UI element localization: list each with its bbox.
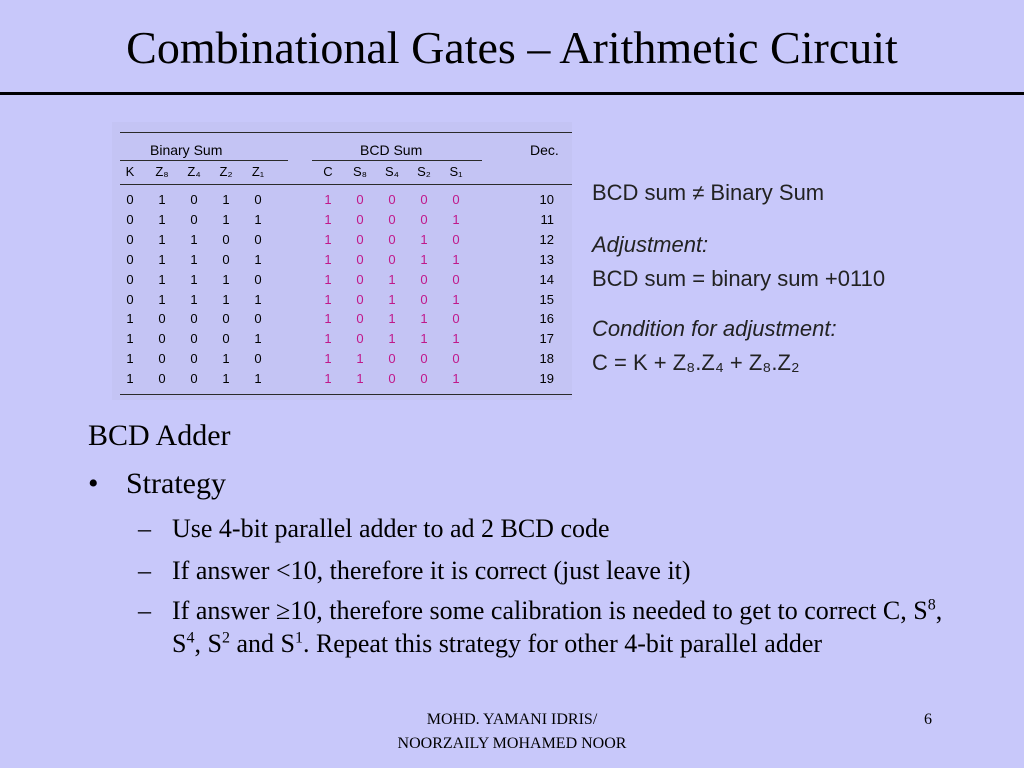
binary-column-header: Z₄ — [187, 164, 201, 179]
footer-line-2: NOORZAILY MOHAMED NOOR — [397, 735, 627, 752]
binary-cell: 1 — [222, 212, 230, 227]
bcd-cell: 1 — [388, 292, 396, 307]
bcd-cell: 0 — [388, 371, 396, 386]
binary-cell: 0 — [126, 292, 134, 307]
page-number: 6 — [924, 711, 932, 728]
bcd-cell: 1 — [452, 212, 460, 227]
binary-cell: 1 — [254, 292, 262, 307]
binary-cell: 1 — [158, 192, 166, 207]
bcd-cell: 1 — [324, 371, 332, 386]
table-top-rule — [120, 132, 572, 133]
binary-cell: 0 — [254, 272, 262, 287]
binary-cell: 1 — [254, 331, 262, 346]
binary-cell: 1 — [158, 292, 166, 307]
binary-cell: 1 — [126, 351, 134, 366]
bcd-cell: 0 — [356, 252, 364, 267]
binary-cell: 0 — [222, 311, 230, 326]
sup-4: 4 — [186, 629, 195, 647]
binary-cell: 1 — [222, 351, 230, 366]
binary-sum-header: Binary Sum — [150, 142, 223, 158]
bcd-cell: 1 — [324, 252, 332, 267]
binary-cell: 0 — [190, 351, 198, 366]
bcd-cell: 1 — [356, 371, 364, 386]
bcd-cell: 0 — [388, 351, 396, 366]
section-heading: BCD Adder — [88, 419, 231, 452]
truth-table — [112, 122, 572, 400]
dec-cell: 17 — [539, 331, 554, 346]
binary-cell: 0 — [254, 351, 262, 366]
binary-cell: 1 — [190, 232, 198, 247]
binary-group-rule — [120, 160, 288, 161]
binary-cell: 1 — [158, 272, 166, 287]
bcd-cell: 0 — [356, 232, 364, 247]
bcd-cell: 0 — [356, 272, 364, 287]
dec-cell: 15 — [539, 292, 554, 307]
binary-cell: 1 — [222, 192, 230, 207]
dec-cell: 10 — [539, 192, 554, 207]
dec-cell: 13 — [539, 252, 554, 267]
bcd-cell: 0 — [420, 212, 428, 227]
bcd-cell: 0 — [452, 192, 460, 207]
sub3-sep1: , S — [172, 596, 943, 658]
sub3-sep2: , S — [194, 629, 222, 658]
binary-column-header: Z₁ — [251, 164, 265, 179]
binary-cell: 0 — [126, 192, 134, 207]
bcd-cell: 0 — [356, 192, 364, 207]
binary-cell: 0 — [126, 212, 134, 227]
bcd-cell: 0 — [420, 192, 428, 207]
binary-cell: 1 — [222, 292, 230, 307]
sup-2: 2 — [221, 629, 230, 647]
footer-line-1: MOHD. YAMANI IDRIS/ — [426, 711, 598, 728]
binary-cell: 0 — [254, 192, 262, 207]
sub-bullet-text — [172, 594, 972, 660]
bcd-column-header: S₄ — [385, 164, 399, 179]
binary-cell: 1 — [254, 371, 262, 386]
table-bottom-rule — [120, 394, 572, 395]
footer-authors — [362, 708, 662, 756]
dec-cell: 14 — [539, 272, 554, 287]
binary-cell: 0 — [158, 351, 166, 366]
bcd-cell: 0 — [388, 192, 396, 207]
bcd-group-rule — [312, 160, 482, 161]
binary-cell: 0 — [254, 311, 262, 326]
dec-cell: 16 — [539, 311, 554, 326]
bcd-cell: 1 — [324, 331, 332, 346]
binary-cell: 0 — [190, 212, 198, 227]
adjustment-rule: BCD sum = binary sum +0110 — [592, 266, 886, 291]
adjustment-label: Adjustment: — [592, 232, 709, 257]
sub3-part1: If answer ≥10, therefore some calibration is needed to get to correct C, S — [172, 596, 928, 625]
bcd-cell: 1 — [420, 252, 428, 267]
dash-marker: – — [138, 556, 151, 585]
dec-cell: 12 — [539, 232, 554, 247]
binary-cell: 1 — [158, 232, 166, 247]
dec-cell: 19 — [539, 371, 554, 386]
binary-cell: 0 — [158, 371, 166, 386]
bcd-column-header: S₂ — [417, 164, 431, 179]
bcd-cell: 0 — [356, 212, 364, 227]
binary-cell: 0 — [126, 252, 134, 267]
binary-cell: 1 — [222, 371, 230, 386]
bcd-cell: 0 — [420, 351, 428, 366]
bcd-cell: 1 — [324, 192, 332, 207]
bcd-cell: 0 — [452, 272, 460, 287]
condition-formula: C = K + Z₈.Z₄ + Z₈.Z₂ — [592, 350, 800, 375]
bcd-cell: 0 — [420, 292, 428, 307]
binary-cell: 1 — [158, 252, 166, 267]
bcd-cell: 1 — [324, 351, 332, 366]
bcd-cell: 1 — [356, 351, 364, 366]
sup-8: 8 — [927, 596, 936, 614]
bcd-cell: 1 — [452, 292, 460, 307]
bcd-cell: 0 — [452, 232, 460, 247]
binary-cell: 0 — [254, 232, 262, 247]
binary-cell: 1 — [190, 292, 198, 307]
binary-cell: 1 — [254, 252, 262, 267]
bcd-column-header: C — [323, 164, 333, 179]
title-divider — [0, 92, 1024, 95]
bcd-cell: 1 — [324, 311, 332, 326]
binary-column-header: Z₂ — [219, 164, 233, 179]
inequality-note: BCD sum ≠ Binary Sum — [592, 180, 825, 205]
sub-bullet-text: Use 4-bit parallel adder to ad 2 BCD code — [172, 514, 610, 543]
binary-cell: 0 — [190, 331, 198, 346]
binary-cell: 0 — [158, 311, 166, 326]
bcd-cell: 0 — [356, 331, 364, 346]
sup-1: 1 — [294, 629, 303, 647]
binary-cell: 0 — [190, 192, 198, 207]
bcd-cell: 1 — [324, 212, 332, 227]
bullet-text: Strategy — [126, 467, 226, 500]
binary-cell: 0 — [126, 232, 134, 247]
bcd-cell: 0 — [388, 252, 396, 267]
bcd-cell: 0 — [452, 351, 460, 366]
bcd-cell: 1 — [452, 371, 460, 386]
binary-cell: 0 — [126, 272, 134, 287]
bcd-cell: 0 — [420, 371, 428, 386]
binary-cell: 1 — [126, 371, 134, 386]
binary-cell: 0 — [222, 331, 230, 346]
binary-cell: 1 — [190, 272, 198, 287]
binary-cell: 1 — [254, 212, 262, 227]
dec-cell: 11 — [540, 212, 554, 227]
bcd-cell: 1 — [420, 232, 428, 247]
binary-cell: 0 — [222, 252, 230, 267]
binary-cell: 1 — [126, 311, 134, 326]
bcd-cell: 1 — [452, 331, 460, 346]
bcd-cell: 0 — [388, 232, 396, 247]
bcd-cell: 1 — [388, 331, 396, 346]
bcd-cell: 1 — [324, 272, 332, 287]
bcd-cell: 1 — [324, 292, 332, 307]
bcd-cell: 1 — [420, 331, 428, 346]
bcd-cell: 1 — [452, 252, 460, 267]
bcd-cell: 0 — [356, 311, 364, 326]
binary-cell: 0 — [190, 311, 198, 326]
binary-column-header: Z₈ — [155, 164, 169, 179]
binary-cell: 0 — [158, 331, 166, 346]
binary-cell: 1 — [222, 272, 230, 287]
dash-marker: – — [138, 514, 151, 543]
bcd-cell: 1 — [388, 272, 396, 287]
dec-cell: 18 — [539, 351, 554, 366]
bcd-cell: 0 — [452, 311, 460, 326]
dec-header: Dec. — [530, 142, 559, 158]
bcd-cell: 1 — [324, 232, 332, 247]
bcd-column-header: S₁ — [449, 164, 463, 179]
bcd-cell: 1 — [420, 311, 428, 326]
dash-marker: – — [138, 596, 151, 625]
binary-cell: 1 — [126, 331, 134, 346]
binary-column-header: K — [125, 164, 135, 179]
sub3-sep3: and S — [229, 629, 295, 658]
bcd-column-header: S₈ — [352, 164, 368, 179]
binary-cell: 1 — [158, 212, 166, 227]
bcd-cell: 1 — [388, 311, 396, 326]
bcd-cell: 0 — [420, 272, 428, 287]
sub3-part2: . Repeat this strategy for other 4-bit parallel adder — [302, 629, 823, 658]
condition-label: Condition for adjustment: — [592, 316, 837, 341]
binary-cell: 0 — [190, 371, 198, 386]
binary-cell: 0 — [222, 232, 230, 247]
bcd-table-figure — [112, 122, 940, 400]
bcd-cell: 0 — [356, 292, 364, 307]
bcd-sum-header: BCD Sum — [360, 142, 423, 158]
binary-cell: 1 — [190, 252, 198, 267]
slide-title: Combinational Gates – Arithmetic Circuit — [126, 22, 898, 73]
sub-bullet-text: If answer <10, therefore it is correct (just leave it) — [172, 556, 691, 585]
bullet-marker: • — [88, 467, 99, 500]
bcd-cell: 0 — [388, 212, 396, 227]
header-bottom-rule — [120, 184, 572, 185]
